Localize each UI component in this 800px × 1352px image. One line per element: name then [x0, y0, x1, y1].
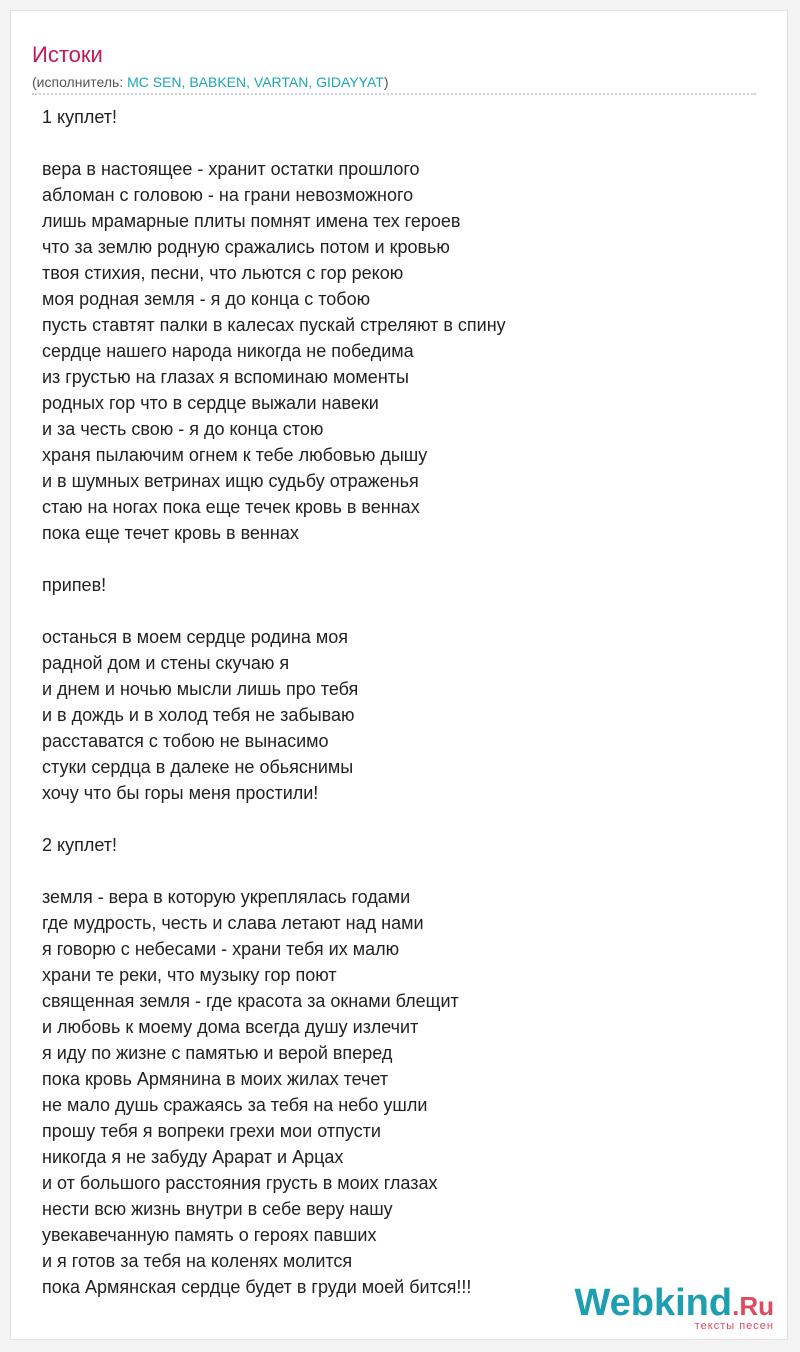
lyric-line: твоя стихия, песни, что льются с гор рекою — [42, 263, 404, 283]
lyric-line: стуки сердца в далеке не обьяснимы — [42, 757, 354, 777]
brand-tld: .Ru — [732, 1291, 774, 1321]
lyric-line: священная земля - где красота за окнами блещит — [42, 991, 459, 1011]
lyric-line: и от большого расстояния грусть в моих глазах — [42, 1173, 438, 1193]
lyric-line: и в дождь и в холод тебя не забываю — [42, 705, 355, 725]
artist-line — [32, 72, 388, 92]
lyric-line: я иду по жизне с памятью и верой вперед — [42, 1043, 393, 1063]
lyric-line: лишь мрамарные плиты помнят имена тех героев — [42, 211, 461, 231]
lyric-line: что за землю родную сражались потом и кровью — [42, 237, 450, 257]
lyric-line: абломан с головою - на грани невозможного — [42, 185, 414, 205]
lyric-line: стаю на ногах пока еще течек кровь в веннах — [42, 497, 420, 517]
lyric-line — [42, 858, 742, 884]
artist-suffix: ) — [383, 74, 389, 90]
lyric-line: я говорю с небесами - храни тебя их малю — [42, 939, 400, 959]
lyric-line: хочу что бы горы меня простили! — [42, 783, 319, 803]
lyric-line: пока еще течет кровь в веннах — [42, 523, 299, 543]
lyric-line: расставатся с тобою не вынасимо — [42, 731, 329, 751]
lyric-line: прошу тебя я вопреки грехи мои отпусти — [42, 1121, 381, 1141]
lyric-line: храни те реки, что музыку гор поют — [42, 965, 337, 985]
lyric-line: и любовь к моему дома всегда душу излечит — [42, 1017, 419, 1037]
site-brand[interactable] — [574, 1283, 774, 1332]
lyric-line: увекавечанную память о героях павших — [42, 1225, 377, 1245]
lyric-line: пока кровь Армянина в моих жилах течет — [42, 1069, 389, 1089]
artist-link[interactable]: MC SEN, BABKEN, VARTAN, GIDAYYAT — [127, 74, 384, 90]
lyric-line — [42, 130, 742, 156]
lyric-line: и в шумных ветринах ищю судьбу отраженья — [42, 471, 419, 491]
brand-tagline: тексты песен — [694, 1320, 774, 1332]
lyric-line: никогда я не забуду Арарат и Арцах — [42, 1147, 344, 1167]
lyric-line: вера в настоящее - хранит остатки прошлого — [42, 159, 420, 179]
lyric-line: радной дом и стены скучаю я — [42, 653, 290, 673]
lyric-line: моя родная земля - я до конца с тобою — [42, 289, 371, 309]
lyric-line: 2 куплет! — [42, 835, 117, 855]
lyric-line: где мудрость, честь и слава летают над нами — [42, 913, 424, 933]
lyric-line — [42, 806, 742, 832]
lyric-line: и я готов за тебя на коленях молится — [42, 1251, 353, 1271]
lyric-line: земля - вера в которую укреплялась годами — [42, 887, 411, 907]
lyric-line — [42, 546, 742, 572]
lyric-line: пусть ставтят палки в калесах пускай стреляют в спину — [42, 315, 506, 335]
lyric-line: припев! — [42, 575, 107, 595]
brand-name: Webkind — [574, 1282, 733, 1324]
lyric-line: останься в моем сердце родина моя — [42, 627, 348, 647]
lyric-line: из грустью на глазах я вспоминаю моменты — [42, 367, 409, 387]
lyric-line: 1 куплет! — [42, 107, 117, 127]
lyric-line: и днем и ночью мысли лишь про тебя — [42, 679, 359, 699]
lyric-line: родных гор что в сердце выжали навеки — [42, 393, 379, 413]
lyric-line: сердце нашего народа никогда не победима — [42, 341, 414, 361]
lyrics-body — [42, 104, 742, 1300]
lyric-line: храня пылаючим огнем к тебе любовью дышу — [42, 445, 428, 465]
song-title: Истоки — [32, 42, 103, 67]
title-divider — [32, 93, 756, 95]
lyric-line: и за честь свою - я до конца стою — [42, 419, 324, 439]
lyric-line: нести всю жизнь внутри в себе веру нашу — [42, 1199, 393, 1219]
lyric-line — [42, 598, 742, 624]
lyric-line: пока Армянская сердце будет в груди моей бится!!! — [42, 1277, 472, 1297]
artist-prefix: (исполнитель: — [32, 74, 128, 90]
lyric-line: не мало душь сражаясь за тебя на небо ушли — [42, 1095, 428, 1115]
